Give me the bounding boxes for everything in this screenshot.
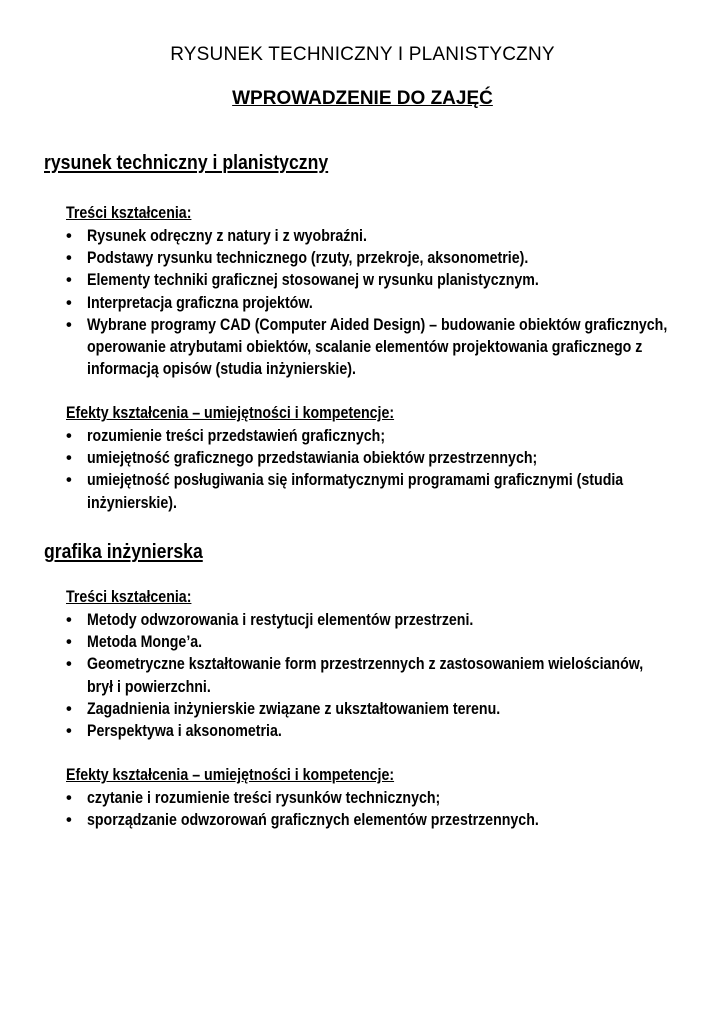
list-item: • sporządzanie odwzorowań graficznych elementów przestrzennych.	[66, 809, 646, 831]
content-label-grafika: Treści kształcenia:	[66, 588, 192, 606]
bullet-icon: •	[66, 611, 72, 629]
list-item: • Rysunek odręczny z natury i z wyobraźni.	[66, 225, 646, 247]
list-item: • czytanie i rozumienie treści rysunków technicznych;	[66, 787, 646, 809]
list-item: • Geometryczne kształtowanie form przestrzennych z zastosowaniem wielościanów, brył i powierzchni.	[66, 655, 644, 696]
bullet-icon: •	[66, 271, 72, 290]
bullet-icon: •	[66, 449, 72, 468]
bullet-icon: •	[66, 427, 72, 445]
content-label-rysunek: Treści kształcenia:	[66, 204, 192, 222]
content-list-rysunek	[66, 225, 668, 380]
list-item: • Perspektywa i aksonometria.	[66, 720, 646, 742]
bullet-icon: •	[66, 227, 72, 245]
list-item: • Elementy techniki graficznej stosowanej w rysunku planistycznym.	[66, 269, 646, 291]
bullet-icon: •	[66, 699, 72, 718]
bullet-icon: •	[66, 655, 72, 674]
bullet-icon: •	[66, 722, 72, 741]
list-item: • Interpretacja graficzna projektów.	[66, 292, 646, 314]
bullet-icon: •	[66, 789, 72, 807]
list-item: • Podstawy rysunku technicznego (rzuty, przekroje, aksonometrie).	[66, 247, 646, 269]
section-heading-grafika: grafika inżynierska	[44, 540, 203, 563]
document-title: RYSUNEK TECHNICZNY I PLANISTYCZNY	[170, 44, 555, 65]
bullet-icon: •	[66, 811, 72, 830]
bullet-icon: •	[66, 249, 72, 268]
effects-label-grafika: Efekty kształcenia – umiejętności i kompetencje:	[66, 766, 395, 784]
list-item: • umiejętność graficznego przedstawiania obiektów przestrzennych;	[66, 447, 646, 469]
list-item: • Metody odwzorowania i restytucji elementów przestrzeni.	[66, 609, 646, 631]
effects-list-grafika	[66, 787, 646, 831]
bullet-icon: •	[66, 471, 72, 490]
section-heading-rysunek: rysunek techniczny i planistyczny	[44, 151, 329, 174]
document-subtitle: WPROWADZENIE DO ZAJĘĆ	[232, 88, 493, 109]
list-item: • rozumienie treści przedstawień graficznych;	[66, 425, 646, 447]
bullet-icon: •	[66, 293, 72, 312]
effects-list-rysunek	[66, 425, 646, 514]
list-item: • Metoda Monge’a.	[66, 631, 646, 653]
list-item: • umiejętność posługiwania się informatycznymi programami graficznymi (studia inżynierskie).	[66, 471, 624, 512]
bullet-icon: •	[66, 633, 72, 652]
bullet-icon: •	[66, 315, 72, 334]
list-item: • Wybrane programy CAD (Computer Aided Design) – budowanie obiektów graficznych, operowanie atrybutami obiektów, scalanie elementów projektowania graficznego z informacją opisów (studia inżynierskie).	[66, 315, 668, 379]
effects-label-rysunek: Efekty kształcenia – umiejętności i kompetencje:	[66, 404, 395, 422]
content-list-grafika	[66, 609, 646, 742]
list-item: • Zagadnienia inżynierskie związane z ukształtowaniem terenu.	[66, 698, 646, 720]
